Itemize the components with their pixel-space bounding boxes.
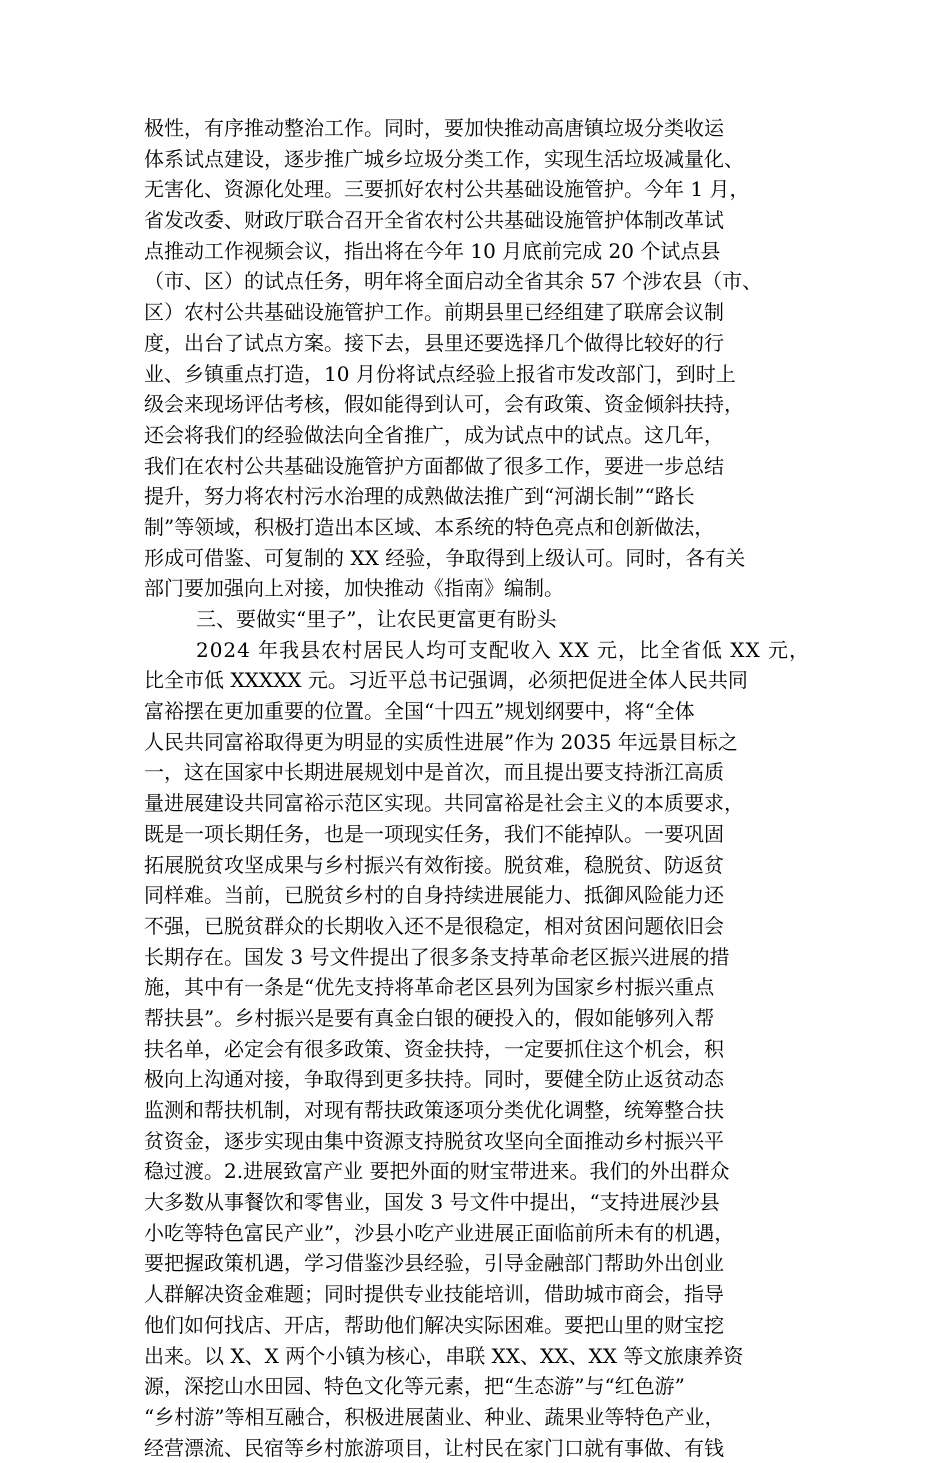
text-line: 点推动工作视频会议，指出将在今年 10 月底前完成 20 个试点县 [144, 238, 721, 263]
document-body [144, 113, 810, 1463]
text-line: 富裕摆在更加重要的位置。全国“十四五”规划纲要中，将“全体 [144, 699, 695, 724]
text-line: “乡村游”等相互融合，积极进展菌业、种业、蔬果业等特色产业， [144, 1404, 725, 1429]
text-line: 源，深挖山水田园、特色文化等元素，把“生态游”与“红色游” [144, 1374, 685, 1399]
text-line: 部门要加强向上对接，加快推动《指南》编制。 [144, 576, 564, 601]
text-line: 形成可借鉴、可复制的 XX 经验，争取得到上级认可。同时，各有关 [144, 545, 746, 570]
text-line: 不强，已脱贫群众的长期收入还不是很稳定，相对贫困问题依旧会 [144, 913, 724, 938]
text-line: 我们在农村公共基础设施管护方面都做了很多工作，要进一步总结 [144, 453, 724, 478]
text-line: 度，出台了试点方案。接下去，县里还要选择几个做得比较好的行 [144, 330, 724, 355]
section-heading: 三、要做实“里子”，让农民更富更有盼头 [196, 607, 557, 631]
text-line: 无害化、资源化处理。三要抓好农村公共基础设施管护。今年 1 月， [144, 177, 750, 202]
text-line: 极向上沟通对接，争取得到更多扶持。同时，要健全防止返贫动态 [144, 1067, 724, 1092]
text-line: 长期存在。国发 3 号文件提出了很多条支持革命老区振兴进展的措 [144, 944, 730, 969]
text-line: 他们如何找店、开店，帮助他们解决实际困难。要把山里的财宝挖 [144, 1312, 724, 1337]
text-line: 业、乡镇重点打造，10 月份将试点经验上报省市发改部门，到时上 [144, 361, 736, 386]
text-line: 经营漂流、民宿等乡村旅游项目，让村民在家门口就有事做、有钱 [144, 1435, 724, 1460]
text-line: 比全市低 XXXXX 元。习近平总书记强调，必须把促进全体人民共同 [144, 668, 748, 693]
text-line: 出来。以 X、X 两个小镇为核心，串联 XX、XX、XX 等文旅康养资 [144, 1343, 744, 1368]
text-line: 一，这在国家中长期进展规划中是首次，而且提出要支持浙江高质 [144, 760, 724, 785]
text-line: 扶名单，必定会有很多政策、资金扶持，一定要抓住这个机会，积 [144, 1036, 724, 1061]
text-line: 2024 年我县农村居民人均可支配收入 XX 元，比全省低 XX 元， [196, 637, 810, 662]
text-line: 提升，努力将农村污水治理的成熟做法推广到“河湖长制”“路长 [144, 484, 695, 509]
text-line: 制”等领域，积极打造出本区域、本系统的特色亮点和创新做法， [144, 514, 715, 539]
text-line: 监测和帮扶机制，对现有帮扶政策逐项分类优化调整，统筹整合扶 [144, 1098, 724, 1122]
text-line: 量进展建设共同富裕示范区实现。共同富裕是社会主义的本质要求， [144, 791, 744, 816]
text-line: 区）农村公共基础设施管护工作。前期县里已经组建了联席会议制 [144, 300, 724, 325]
text-line: 体系试点建设，逐步推广城乡垃圾分类工作，实现生活垃圾减量化、 [144, 146, 744, 171]
text-line: 既是一项长期任务，也是一项现实任务，我们不能掉队。一要巩固 [144, 821, 724, 846]
text-line: 要把握政策机遇，学习借鉴沙县经验，引导金融部门帮助外出创业 [144, 1251, 724, 1276]
text-line: 级会来现场评估考核，假如能得到认可，会有政策、资金倾斜扶持， [144, 392, 744, 417]
text-line: 同样难。当前，已脱贫乡村的自身持续进展能力、抵御风险能力还 [144, 883, 724, 908]
text-line: 小吃等特色富民产业”，沙县小吃产业进展正面临前所未有的机遇， [144, 1220, 735, 1245]
text-line: 施，其中有一条是“优先支持将革命老区县列为国家乡村振兴重点 [144, 975, 715, 1000]
text-line: 还会将我们的经验做法向全省推广，成为试点中的试点。这几年， [144, 422, 724, 447]
text-line: 极性，有序推动整治工作。同时，要加快推动高唐镇垃圾分类收运 [144, 116, 724, 140]
text-line: （市、区）的试点任务，明年将全面启动全省其余 57 个涉农县（市、 [144, 269, 763, 294]
text-line: 拓展脱贫攻坚成果与乡村振兴有效衔接。脱贫难，稳脱贫、防返贫 [144, 852, 724, 877]
text-line: 人民共同富裕取得更为明显的实质性进展”作为 2035 年远景目标之 [144, 729, 738, 754]
text-line: 人群解决资金难题；同时提供专业技能培训，借助城市商会，指导 [144, 1282, 724, 1307]
text-line: 省发改委、财政厅联合召开全省农村公共基础设施管护体制改革试 [144, 208, 724, 233]
text-line: 大多数从事餐饮和零售业，国发 3 号文件中提出，“支持进展沙县 [144, 1190, 720, 1215]
text-line: 贫资金，逐步实现由集中资源支持脱贫攻坚向全面推动乡村振兴平 [144, 1128, 724, 1153]
text-line: 稳过渡。2.进展致富产业 要把外面的财宝带进来。我们的外出群众 [144, 1159, 730, 1184]
text-line: 帮扶县”。乡村振兴是要有真金白银的硬投入的，假如能够列入帮 [144, 1005, 715, 1030]
